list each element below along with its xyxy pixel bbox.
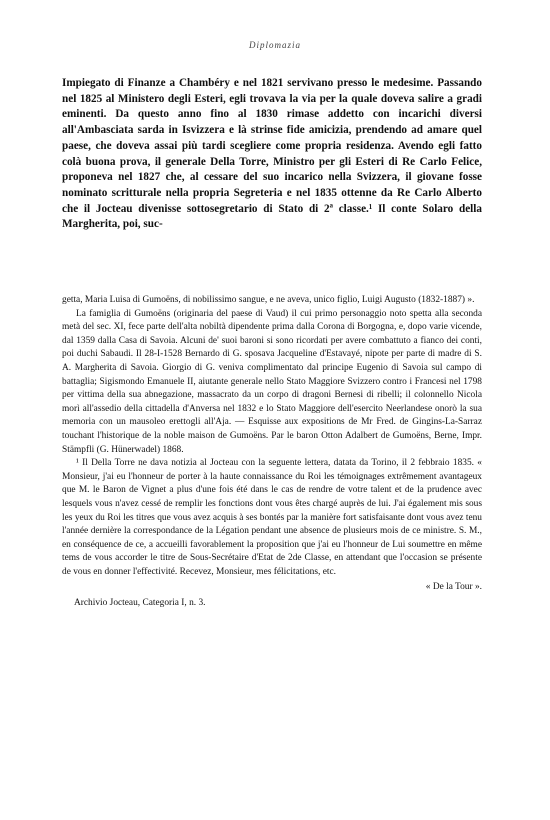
footnote-signature: « De la Tour ».: [425, 582, 482, 593]
footnote-continuation: getta, Maria Luisa di Gumoëns, di nobilissimo sangue, e ne aveva, unico figlio, Luigi Augusto (1832-1887) ».: [62, 295, 475, 305]
main-text: [62, 76, 482, 233]
footnote-gumoens: La famiglia di Gumoëns (originaria del paese di Vaud) il cui primo personaggio noto spetta alla seconda metà del sec. XI, fece parte dell'alta nobiltà dipendente prima dalla Corona di Borgogna, e, dopo varie vicende, dal 1359 dalla Casa di Savoia. Alcuni de' suoi baroni si sono ricordati per avere combattuto a fianco dei conti, poi duchi Sabaudi. Il 28-I-1528 Bernardo di G. sposava Jacqueline d'Estavayé, nipote per parte di madre di S. A. Margherita di Savoia. Giorgio di G. veniva complimentato dal principe Eugenio di Savoia sul campo di battaglia; Sigismondo Emanuele II, aiutante generale nello Stato Maggiore Svizzero contro i Francesi nel 1798 per vittima della sua abnegazione, massacrato da un corpo di dragoni Bernesi di ribelli; il colonnello Nicola morì all'assedio della cittadella d'Anversa nel 1832 e lo Stato Maggiore dell'esercito Neerlandese onorò la sua memoria con un mausoleo erettogli all'Aja. — Esquisse aux expositions de Mr Fred. de Gingins-La-Sarraz touchant l'historique de la noble maison de Gumoëns. Par le baron Otton Adalbert de Gumoëns, Berne, Impr. Stämpfli (G. Hünerwadel) 1868.: [62, 308, 482, 455]
footnote-archive-reference: Archivio Jocteau, Categoria I, n. 3.: [74, 598, 206, 609]
running-head: Diplomazia: [248, 40, 301, 50]
body-paragraph: Impiegato di Finanze a Chambéry e nel 1821 servivano presso le medesime. Passando nel 1825 al Ministero degli Esteri, egli trovava la via per la quale doveva salire a gradi eminenti. Da questo anno fino al 1830 rimase addetto con incarichi diversi all'Ambasciata sarda in Isvizzera e là strinse fide amicizia, prendendo ad amare quel paese, che doveva assai più tardi scegliere come propria residenza. Avendo egli fatto colà buona prova, il generale Della Torre, Ministro per gli Esteri di Re Carlo Felice, proponeva nel 1827 che, al cessare del suo incarico nella Svizzera, il giovane fosse nominato scritturale nella propria Segreteria e nel 1835 ottenne da Re Carlo Alberto che il Jocteau divenisse sottosegretario di Stato di 2ª classe.¹ Il conte Solaro della Margherita, poi, suc-: [62, 77, 482, 231]
footnote-della-torre: ¹ Il Della Torre ne dava notizia al Jocteau con la seguente lettera, datata da Torino, il 2 febbraio 1835. « Monsieur, j'ai eu l'honneur de porter à la haute connaissance du Roi les témoignages extrêmement avantageux que M. le Baron de Vignet a plus d'une fois été dans le cas de rendre de votre talent et de la prudence avec lesquels vous n'avez cessé de remplir les fonctions dont vous êtes chargé auprès de lui. J'ai également mis sous les yeux du Roi les titres que vous avez acquis à ses bontés par la manière fort satisfaisante dont vous avez tenu l'année dernière la correspondance de la Légation pendant une absence de plusieurs mois de ce ministre. S. M., en conséquence de ce, a accueilli favorablement la proposition que j'ai eu l'honneur de Lui soumettre en même tems de vous accorder le titre de Sous-Secrétaire d'Etat de 2de Classe, en attendant que l'occasion se présente de vous en donner l'effectivité. Recevez, Monsieur, mes félicitations, etc.: [62, 458, 482, 577]
footnotes: [62, 294, 482, 611]
